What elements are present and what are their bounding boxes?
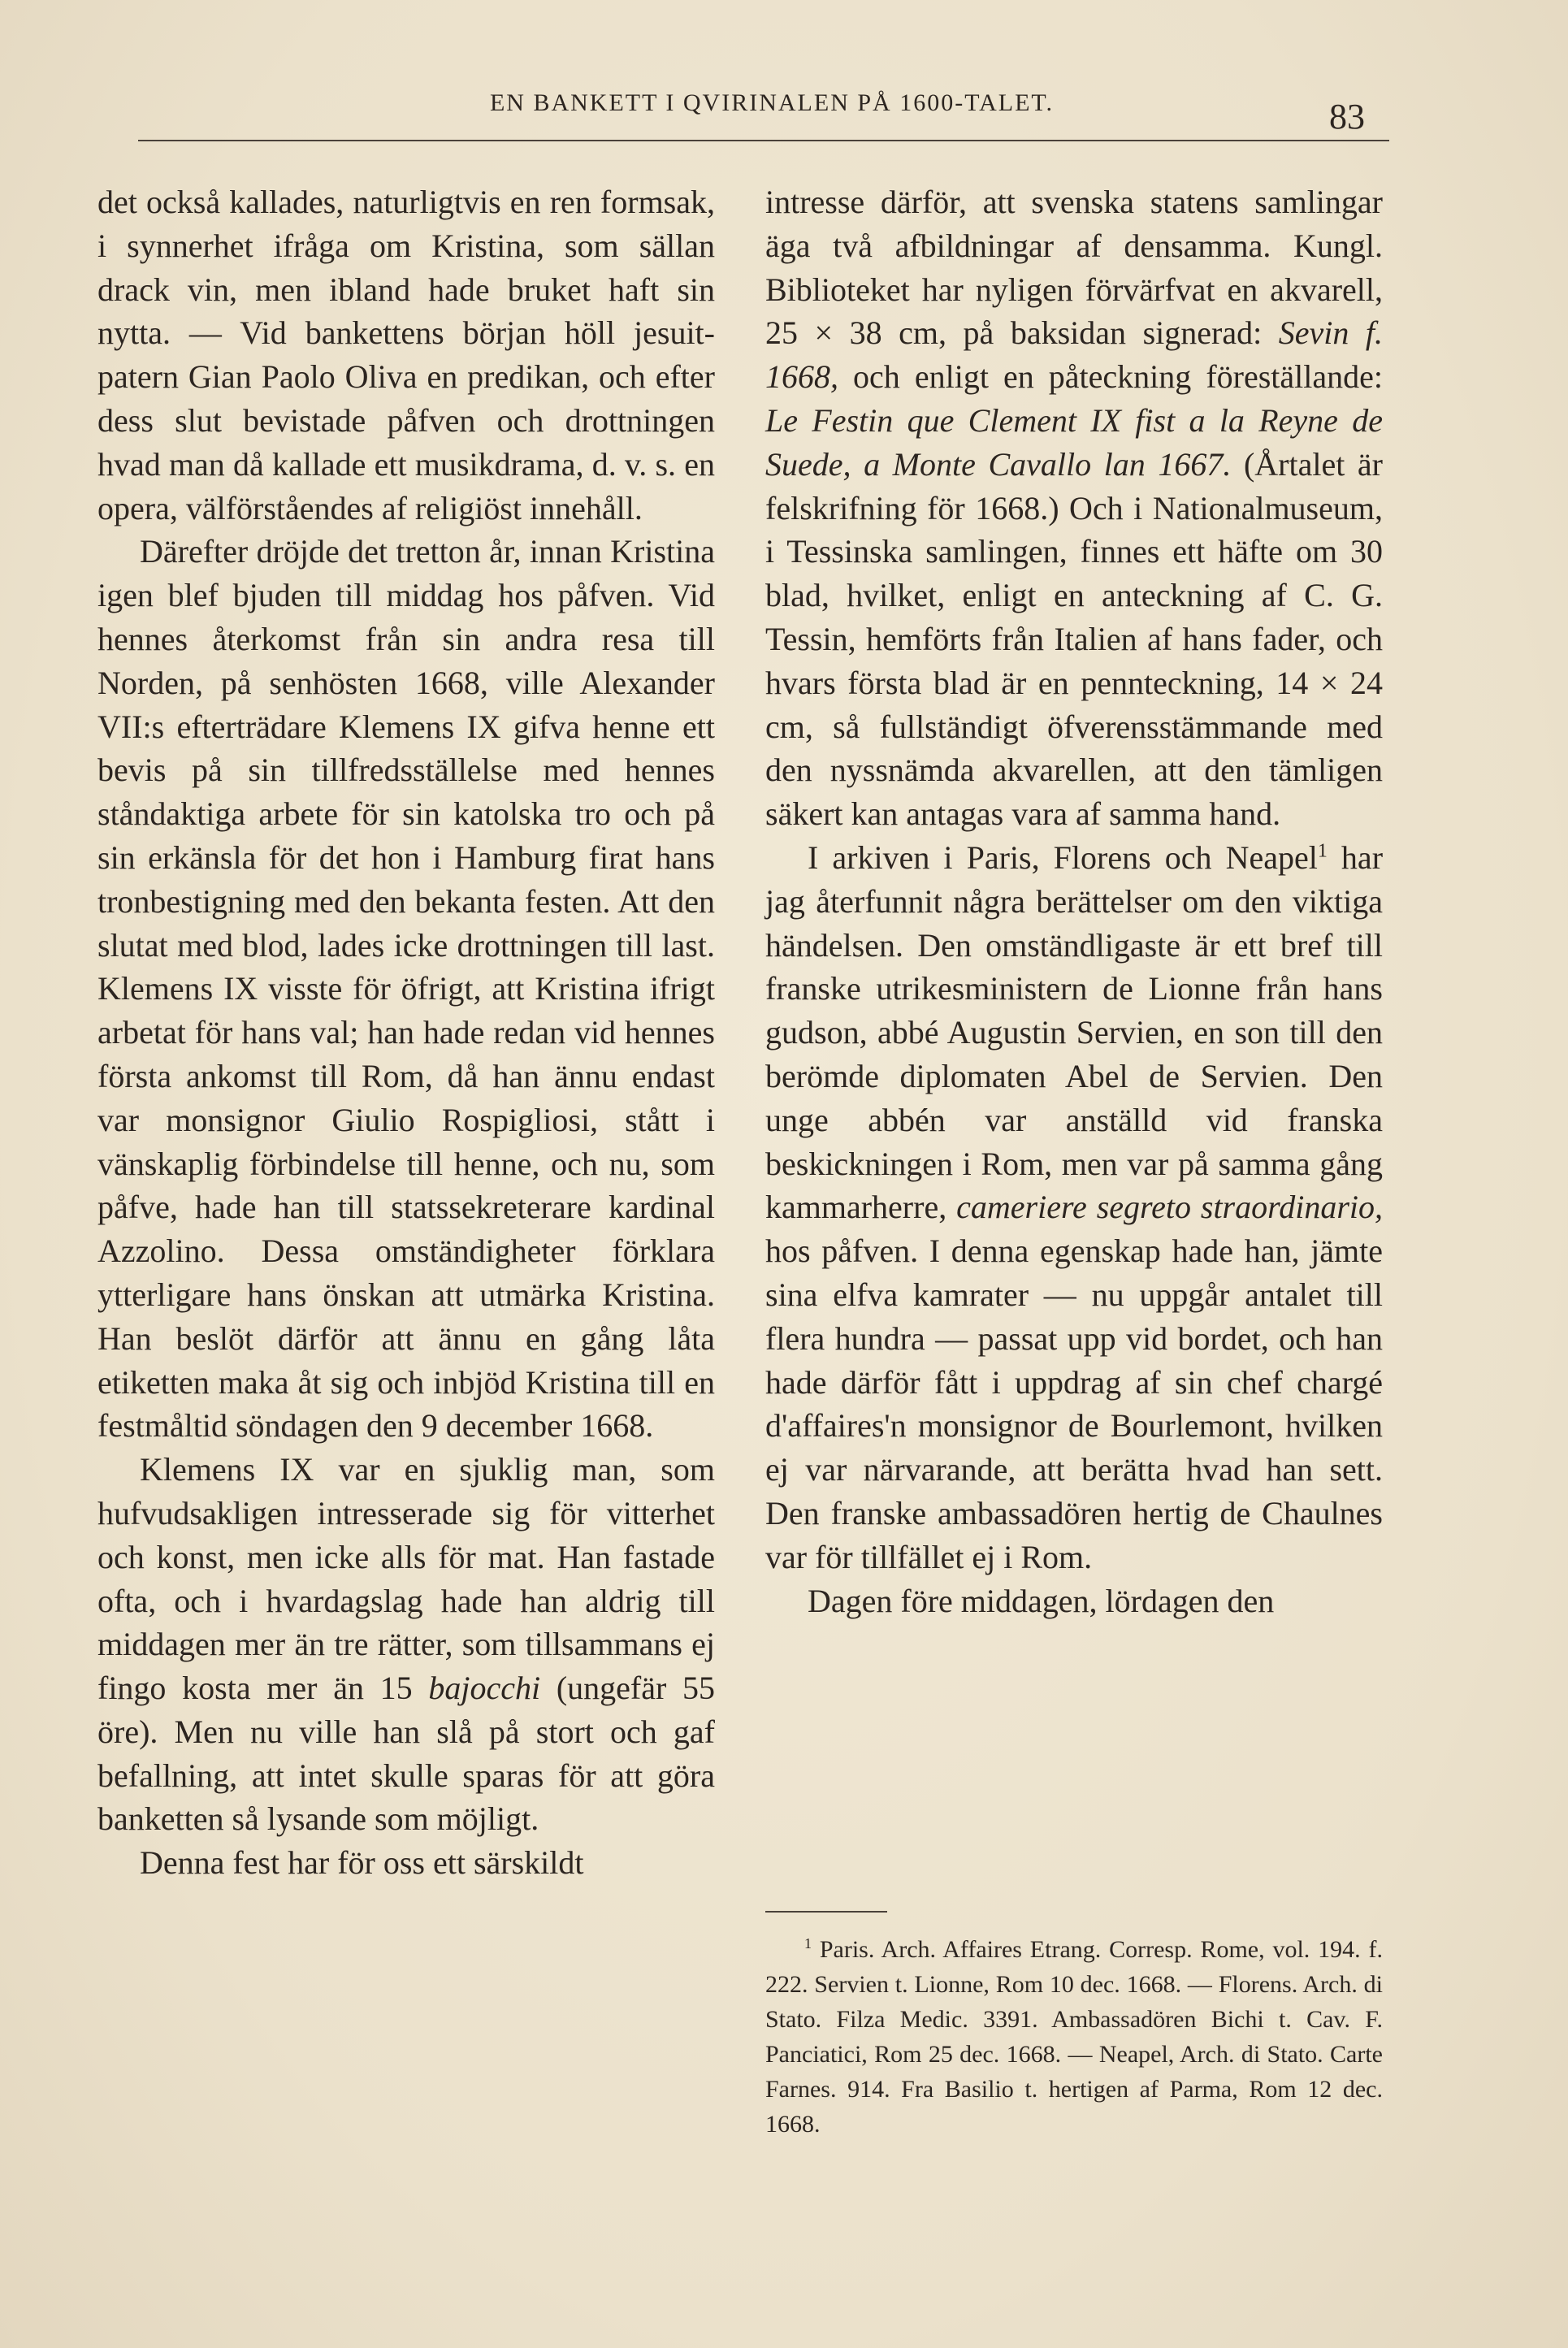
right-column	[765, 180, 1383, 1622]
footnote-marker: 1	[804, 1935, 812, 1952]
footnote-reference[interactable]: 1	[1317, 840, 1328, 862]
text-run: har jag återfunnit några berättelser om den viktiga händelsen. Den omständligaste är ett bref till franske utrikesministern de Lionne från hans gudson, abbé Augustin Servien, en son till den berömde diplomaten Abel de Servien. Den unge abbén var anställd vid franska beskickningen i Rom, men var på samma gång kammarherre,	[765, 838, 1384, 1226]
text-run: I arkiven i Paris, Florens och Neapel	[808, 838, 1318, 876]
running-head: EN BANKETT I QVIRINALEN PÅ 1600-TALET.	[489, 89, 1055, 116]
text-run: och enligt en påteckning föreställande:	[838, 358, 1383, 396]
footnote-text: Paris. Arch. Affaires Etrang. Corresp. Rome, vol. 194. f. 222. Servien t. Lionne, Rom 10 dec. 1668. — Florens. Arch. di Stato. Filza Medic. 3391. Ambassadören Bichi t. Cav. F. Panciatici, Rom 25 dec. 1668. — Neapel, Arch. di Stato. Carte Farnes. 914. Fra Basilio t. hertigen af Parma, Rom 12 dec. 1668.	[765, 1936, 1383, 2138]
header-rule	[138, 140, 1389, 141]
paragraph: Därefter dröjde det tretton år, innan Kristina igen blef bjuden till middag hos påfven. Vid hennes återkomst från sin andra resa till Norden, på senhösten 1668, ville Alexander VII:s efterträdare Klemens IX gifva henne ett bevis på sin tillfredsställelse med hennes ståndaktiga arbete för sin katolska tro och på sin erkänsla för det hon i Hamburg firat hans tronbestigning med den bekanta festen. Att den slutat med blod, lades icke drottningen till last. Klemens IX visste för öfrigt, att Kristina ifrigt arbetat för hans val; han hade redan vid hennes första ankomst till Rom, då han ännu endast var monsignor Giulio Rospigliosi, stått i vänskaplig förbindelse till henne, och nu, som påfve, hade han till statssekreterare kardinal Azzolino. Dessa omständigheter förklara ytterligare hans önskan att utmärka Kristina. Han beslöt därför att ännu en gång låta etiketten maka åt sig och inbjöd Kristina till en festmåltid söndagen den 9 december 1668.	[97, 533, 715, 1445]
paragraph	[765, 180, 1383, 836]
italic-title: cameriere segreto straordinario,	[956, 1189, 1384, 1226]
paragraph: Denna fest har för oss ett särskildt	[140, 1844, 584, 1882]
paragraph	[97, 1448, 715, 1841]
paragraph: det också kallades, naturligtvis en ren formsak, i synnerhet ifråga om Kristina, som sällan drack vin, men ibland hade bruket haft sin nytta. — Vid bankettens början höll jesuit-patern Gian Paolo Oliva en predikan, och efter dess slut bevistade påfven och drottningen hvad man då kallade ett musikdrama, d. v. s. en opera, välförståendes af religiöst innehåll.	[97, 184, 715, 526]
paragraph: Dagen före middagen, lördagen den	[808, 1582, 1275, 1619]
text-run: (Årtalet är felskrifning för 1668.) Och i Nationalmuseum, i Tessinska samlingen, finnes ett häfte om 30 blad, hvilket, enligt en anteckning af C. G. Tessin, hemförts från Italien af hans fader, och hvars första blad är en pennteckning, 14 × 24 cm, så fullständigt öfverensstämmande med den nyssnämda akvarellen, att den tämligen säkert kan antagas vara af samma hand.	[765, 445, 1384, 833]
text-run: Klemens IX var en sjuklig man, som hufvudsakligen intresserade sig för vitterhet och konst, men icke alls för mat. Han fastade ofta, och i hvardagslag hade han aldrig till middagen mer än tre rätter, som tillsammans ej fingo kosta mer än 15	[97, 1451, 715, 1707]
italic-inscription: Le Festin que Clement IX fist a la Reyne de Suede, a Monte Cavallo lan 1667.	[765, 401, 1383, 483]
text-run: (ungefär 55 öre). Men nu ville han slå på stort och gaf befallning, att intet skulle sparas för att göra banketten så lysande som möjligt.	[97, 1670, 716, 1838]
italic-term: bajocchi	[428, 1670, 541, 1707]
italic-signature: Sevin f. 1668,	[765, 314, 1384, 396]
left-column	[97, 180, 715, 1885]
footnote	[765, 1932, 1383, 2142]
paragraph	[765, 836, 1383, 1579]
footnote-rule	[765, 1911, 887, 1913]
text-run: intresse därför, att svenska statens samlingar äga två afbildningar af densamma. Kungl. Biblioteket har nyligen förvärfvat en akvarell, 25 × 38 cm, på baksidan signerad:	[765, 184, 1383, 352]
page-number: 83	[1329, 97, 1365, 136]
footnotes	[765, 1932, 1383, 2142]
text-run: hos påfven. I denna egenskap hade han, jämte sina elfva kamrater — nu uppgår antalet till flera hundra — passat upp vid bordet, och han hade därför fått i uppdrag af sin chef chargé d'affaires'n monsignor de Bourlemont, hvilken ej var närvarande, att berätta hvad han sett. Den franske ambassadören hertig de Chaulnes var för tillfället ej i Rom.	[765, 1232, 1383, 1575]
